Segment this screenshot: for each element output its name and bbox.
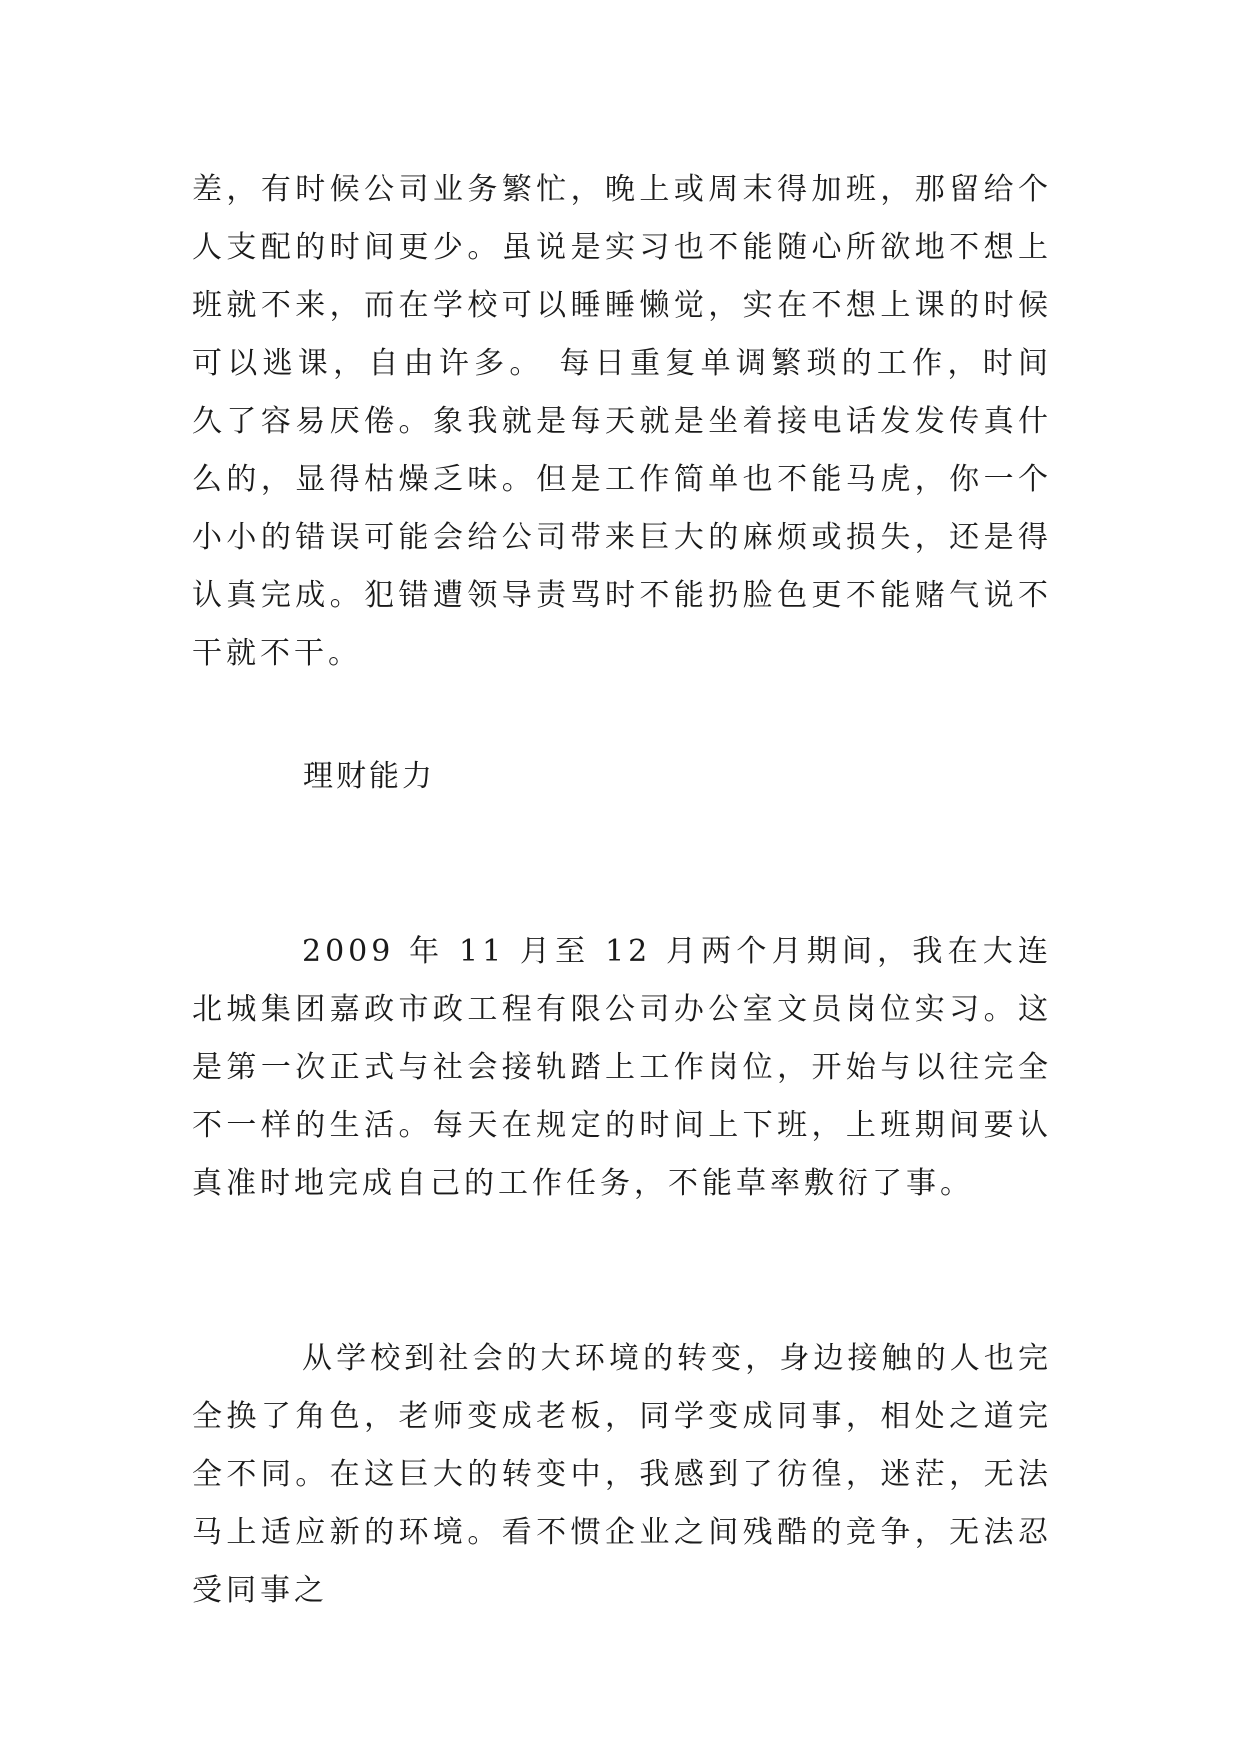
paragraph-transition: 从学校到社会的大环境的转变，身边接触的人也完全换了角色，老师变成老板，同学变成同事，相处之道完全不同。在这巨大的转变中，我感到了彷徨，迷茫，无法马上适应新的环境。看不惯企业之间残酷的竞争，无法忍受同事之 bbox=[192, 1341, 1052, 1608]
section-heading: 理财能力 bbox=[303, 759, 435, 794]
paragraph-internship: 2009 年 11 月至 12 月两个月期间，我在大连北城集团嘉政市政工程有限公司办公室文员岗位实习。这是第一次正式与社会接轨踏上工作岗位，开始与以往完全不一样的生活。每天在规定的时间上下班，上班期间要认真准时地完成自己的工作任务，不能草率敷衍了事。 bbox=[192, 934, 1052, 1201]
paragraph-continued: 差，有时候公司业务繁忙，晚上或周末得加班，那留给个人支配的时间更少。虽说是实习也不能随心所欲地不想上班就不来，而在学校可以睡睡懒觉，实在不想上课的时候可以逃课，自由许多。 每日重复单调繁琐的工作，时间久了容易厌倦。象我就是每天就是坐着接电话发发传真什么的，显得枯燥乏味。但是工作简单也不能马虎，你一个小小的错误可能会给公司带来巨大的麻烦或损失，还是得认真完成。犯错遭领导责骂时不能扔脸色更不能赌气说不干就不干。 bbox=[192, 172, 1052, 671]
